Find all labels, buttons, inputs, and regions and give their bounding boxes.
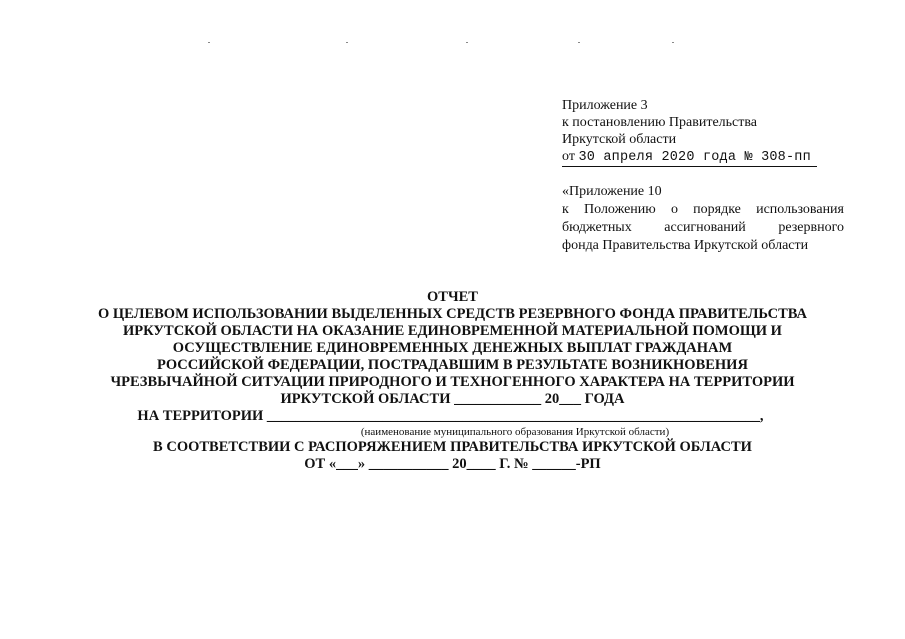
appendix-3-line2: к постановлению Правительства: [562, 115, 758, 130]
report-heading-line: ИРКУТСКОЙ ОБЛАСТИ ____________ 20___ ГОДА: [280, 391, 625, 407]
report-heading-line: ИРКУТСКОЙ ОБЛАСТИ НА ОКАЗАНИЕ ЕДИНОВРЕМЕННОЙ МАТЕРИАЛЬНОЙ ПОМОЩИ И: [123, 323, 782, 339]
territory-note: (наименование муниципального образования Иркутской области): [360, 426, 670, 438]
scan-dot: [346, 42, 348, 43]
report-heading-line: ОСУЩЕСТВЛЕНИЕ ЕДИНОВРЕМЕННЫХ ДЕНЕЖНЫХ ВЫПЛАТ ГРАЖДАНАМ: [172, 340, 733, 356]
scan-dot: [208, 42, 210, 43]
date-prefix: от: [562, 149, 575, 164]
order-line-1: В СООТВЕТСТВИИ С РАСПОРЯЖЕНИЕМ ПРАВИТЕЛЬСТВА ИРКУТСКОЙ ОБЛАСТИ: [153, 439, 752, 455]
resolution-date: 30 апреля 2020 года № 308-пп: [578, 150, 811, 165]
appendix-10-line4: фонда Правительства Иркутской области: [562, 238, 809, 253]
report-heading-line: ЧРЕЗВЫЧАЙНОЙ СИТУАЦИИ ПРИРОДНОГО И ТЕХНОГЕННОГО ХАРАКТЕРА НА ТЕРРИТОРИИ: [110, 374, 795, 390]
appendix-3-date-line: [562, 148, 817, 167]
report-title: ОТЧЕТ: [427, 289, 478, 305]
scan-dot: [672, 42, 674, 43]
appendix-10-title: «Приложение 10: [562, 184, 662, 199]
appendix-10-line2: к Положению о порядке использования: [562, 202, 844, 217]
territory-line: НА ТЕРРИТОРИИ ____________________________________________________________________,: [137, 408, 764, 424]
appendix-3-title: Приложение 3: [562, 98, 648, 113]
report-heading-line: РОССИЙСКОЙ ФЕДЕРАЦИИ, ПОСТРАДАВШИМ В РЕЗУЛЬТАТЕ ВОЗНИКНОВЕНИЯ: [157, 357, 748, 373]
appendix-3-line3: Иркутской области: [562, 132, 677, 147]
scan-dot: [466, 42, 468, 43]
report-heading-line: О ЦЕЛЕВОМ ИСПОЛЬЗОВАНИИ ВЫДЕЛЕННЫХ СРЕДСТВ РЕЗЕРВНОГО ФОНДА ПРАВИТЕЛЬСТВА: [98, 306, 807, 322]
order-line-2: ОТ «___» ___________ 20____ Г. № ______-РП: [304, 456, 601, 472]
scan-dot: [578, 42, 580, 43]
appendix-10-line3: бюджетных ассигнований резервного: [562, 220, 844, 235]
